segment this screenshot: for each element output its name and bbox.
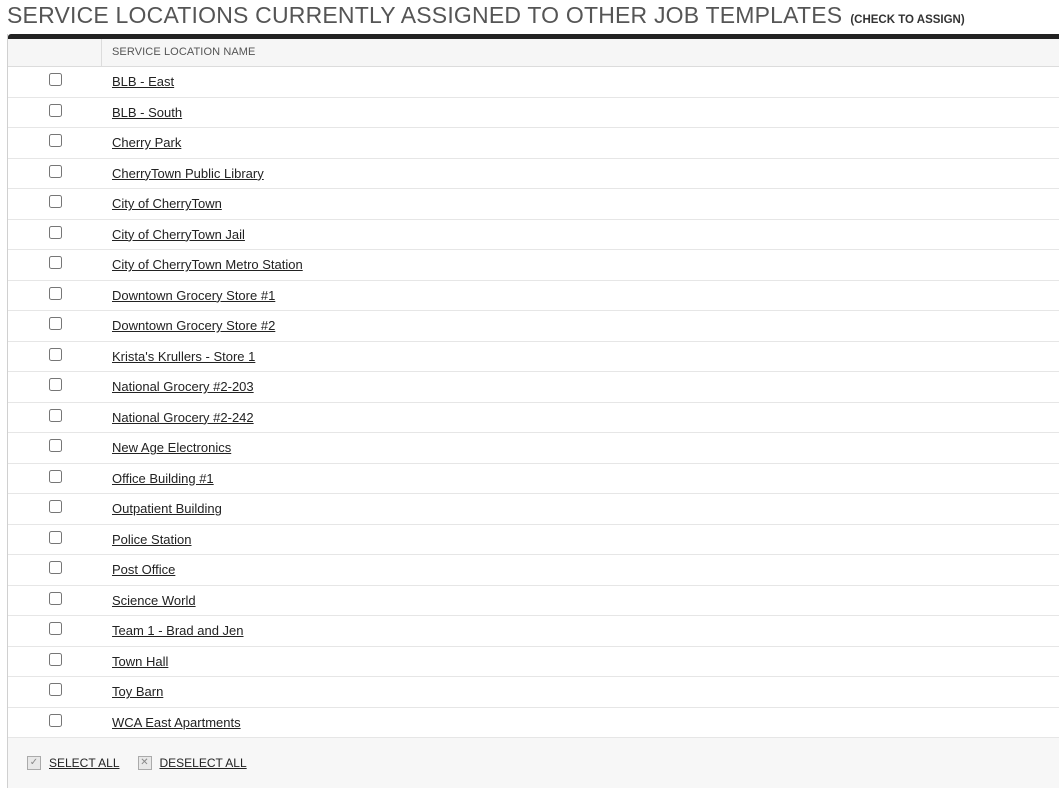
row-checkbox-cell	[8, 647, 102, 677]
table-row	[8, 250, 1059, 281]
assign-checkbox[interactable]	[49, 531, 62, 544]
row-name-cell	[102, 105, 182, 120]
row-checkbox-cell	[8, 98, 102, 128]
table-row	[8, 616, 1059, 647]
row-name-cell	[102, 410, 254, 425]
service-location-link[interactable]: Cherry Park	[112, 135, 182, 151]
table-row	[8, 708, 1059, 739]
row-checkbox-cell	[8, 67, 102, 97]
row-name-cell	[102, 257, 303, 272]
table-row	[8, 128, 1059, 159]
row-checkbox-cell	[8, 372, 102, 402]
section-title: SERVICE LOCATIONS CURRENTLY ASSIGNED TO OTHER JOB TEMPLATES	[7, 2, 843, 28]
assign-checkbox[interactable]	[49, 409, 62, 422]
service-location-link[interactable]: BLB - South	[112, 104, 183, 120]
row-checkbox-cell	[8, 311, 102, 341]
table-row	[8, 342, 1059, 373]
table-row	[8, 525, 1059, 556]
table-row	[8, 494, 1059, 525]
service-location-link[interactable]: Town Hall	[112, 653, 169, 669]
row-name-cell	[102, 349, 255, 364]
row-checkbox-cell	[8, 708, 102, 738]
row-checkbox-cell	[8, 586, 102, 616]
service-location-link[interactable]: Toy Barn	[112, 684, 164, 700]
row-name-cell	[102, 74, 174, 89]
row-name-cell	[102, 532, 192, 547]
service-location-link[interactable]: Krista's Krullers - Store 1	[112, 348, 256, 364]
grid-header-row	[8, 39, 1059, 67]
service-location-link[interactable]: Downtown Grocery Store #1	[112, 287, 276, 303]
service-location-link[interactable]: National Grocery #2-242	[112, 409, 254, 425]
row-name-cell	[102, 227, 245, 242]
table-row	[8, 586, 1059, 617]
row-checkbox-cell	[8, 464, 102, 494]
assign-checkbox[interactable]	[49, 287, 62, 300]
assign-checkbox[interactable]	[49, 165, 62, 178]
assign-checkbox[interactable]	[49, 622, 62, 635]
service-location-link[interactable]: Post Office	[112, 562, 176, 578]
table-row	[8, 647, 1059, 678]
table-row	[8, 311, 1059, 342]
row-checkbox-cell	[8, 494, 102, 524]
assign-checkbox[interactable]	[49, 348, 62, 361]
service-location-link[interactable]: Outpatient Building	[112, 501, 222, 517]
row-name-cell	[102, 166, 264, 181]
row-name-cell	[102, 471, 214, 486]
table-row	[8, 403, 1059, 434]
assign-checkbox[interactable]	[49, 714, 62, 727]
row-checkbox-cell	[8, 281, 102, 311]
assign-checkbox[interactable]	[49, 470, 62, 483]
row-name-cell	[102, 135, 181, 150]
close-icon: ✕	[138, 756, 152, 770]
table-row	[8, 677, 1059, 708]
service-location-link[interactable]: City of CherryTown Metro Station	[112, 257, 303, 273]
service-location-link[interactable]: CherryTown Public Library	[112, 165, 264, 181]
row-name-cell	[102, 196, 222, 211]
column-header-service-location-name[interactable]: SERVICE LOCATION NAME	[112, 46, 256, 58]
row-name-cell	[102, 715, 241, 730]
row-name-cell	[102, 318, 275, 333]
service-location-link[interactable]: Office Building #1	[112, 470, 214, 486]
table-row	[8, 220, 1059, 251]
row-checkbox-cell	[8, 250, 102, 280]
table-row	[8, 189, 1059, 220]
grid-body	[8, 67, 1059, 738]
check-icon: ✓	[27, 756, 41, 770]
table-row	[8, 67, 1059, 98]
table-row	[8, 433, 1059, 464]
service-location-link[interactable]: City of CherryTown	[112, 196, 222, 212]
row-checkbox-cell	[8, 433, 102, 463]
select-all-button[interactable]	[27, 756, 120, 770]
service-location-link[interactable]: Downtown Grocery Store #2	[112, 318, 276, 334]
service-location-link[interactable]: New Age Electronics	[112, 440, 232, 456]
row-name-cell	[102, 501, 222, 516]
row-name-cell	[102, 593, 196, 608]
assign-checkbox[interactable]	[49, 134, 62, 147]
service-locations-grid	[7, 34, 1059, 788]
row-checkbox-cell	[8, 189, 102, 219]
assign-checkbox[interactable]	[49, 73, 62, 86]
row-name-cell	[102, 562, 175, 577]
row-checkbox-cell	[8, 220, 102, 250]
table-row	[8, 281, 1059, 312]
row-checkbox-cell	[8, 159, 102, 189]
grid-footer	[8, 738, 1059, 788]
assign-checkbox[interactable]	[49, 561, 62, 574]
assign-checkbox[interactable]	[49, 500, 62, 513]
row-checkbox-cell	[8, 677, 102, 707]
assign-checkbox[interactable]	[49, 378, 62, 391]
row-checkbox-cell	[8, 128, 102, 158]
row-checkbox-cell	[8, 342, 102, 372]
row-name-cell	[102, 379, 254, 394]
service-location-link[interactable]: City of CherryTown Jail	[112, 226, 245, 242]
row-name-cell	[102, 440, 231, 455]
service-location-link[interactable]: BLB - East	[112, 74, 175, 90]
table-row	[8, 464, 1059, 495]
assign-checkbox[interactable]	[49, 683, 62, 696]
table-row	[8, 372, 1059, 403]
assign-checkbox[interactable]	[49, 226, 62, 239]
service-location-link[interactable]: WCA East Apartments	[112, 714, 241, 730]
table-row	[8, 98, 1059, 129]
service-location-link[interactable]: Science World	[112, 592, 196, 608]
section-header	[7, 2, 965, 32]
deselect-all-label: DESELECT ALL	[159, 756, 247, 770]
assign-checkbox[interactable]	[49, 653, 62, 666]
assign-checkbox[interactable]	[49, 592, 62, 605]
row-checkbox-cell	[8, 616, 102, 646]
service-location-link[interactable]: National Grocery #2-203	[112, 379, 254, 395]
assign-checkbox[interactable]	[49, 256, 62, 269]
table-row	[8, 159, 1059, 190]
assign-checkbox[interactable]	[49, 104, 62, 117]
row-name-cell	[102, 684, 163, 699]
checkbox-column-header	[8, 39, 102, 66]
select-all-label: SELECT ALL	[49, 756, 120, 770]
table-row	[8, 555, 1059, 586]
service-location-link[interactable]: Police Station	[112, 531, 192, 547]
deselect-all-button[interactable]	[138, 756, 247, 770]
assign-checkbox[interactable]	[49, 439, 62, 452]
row-name-cell	[102, 654, 168, 669]
assign-checkbox[interactable]	[49, 317, 62, 330]
row-name-cell	[102, 623, 244, 638]
section-hint: (CHECK TO ASSIGN)	[850, 14, 965, 26]
row-name-cell	[102, 288, 275, 303]
row-checkbox-cell	[8, 525, 102, 555]
row-checkbox-cell	[8, 403, 102, 433]
row-checkbox-cell	[8, 555, 102, 585]
service-location-link[interactable]: Team 1 - Brad and Jen	[112, 623, 244, 639]
assign-checkbox[interactable]	[49, 195, 62, 208]
